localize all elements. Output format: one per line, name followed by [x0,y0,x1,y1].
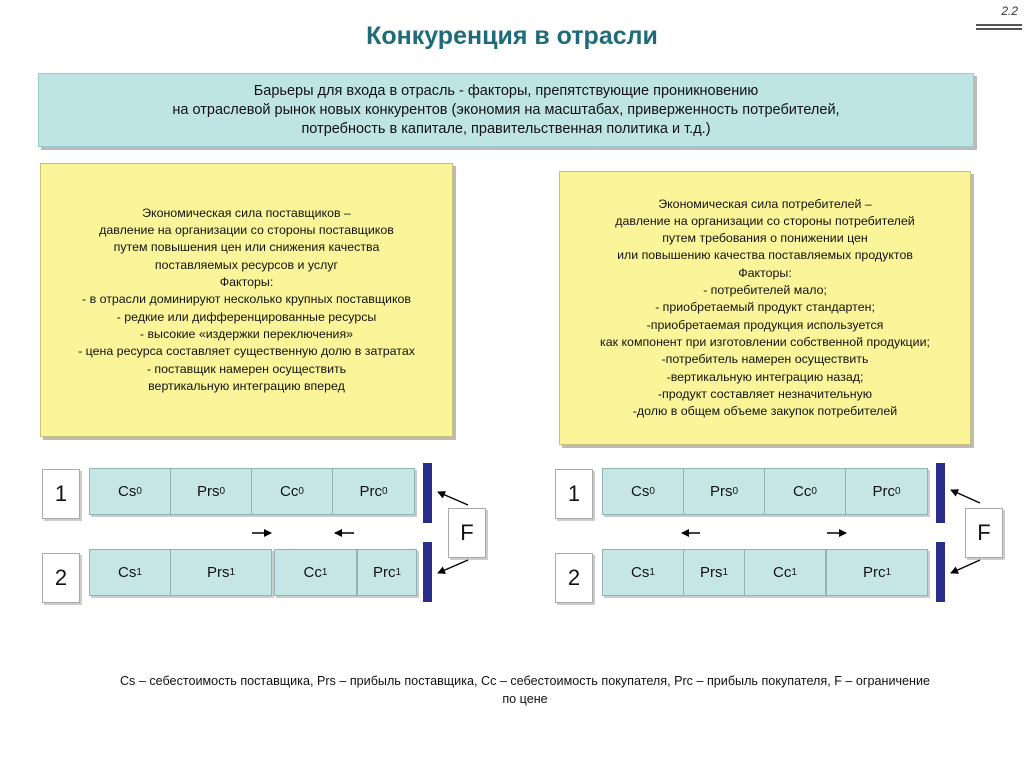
buyer-power-line: -приобретаемая продукция используется [646,317,884,332]
segment-cs0: Cs 0 [89,468,171,515]
segment-prs1: Prs 1 [170,549,272,596]
buyer-power-line: - потребителей мало; [703,283,827,298]
buyer-power-line: -продукт составляет незначительную [657,386,873,401]
footnote-line: по цене [502,692,548,706]
price-limit-label: F [965,508,1003,558]
slide-title: Конкуренция в отрасли [366,22,658,50]
segment-cc1: Cc 1 [274,549,357,596]
segment-cs1: Cs 1 [602,549,684,596]
barriers-line: Барьеры для входа в отрасль - факторы, препятствующие проникновению [253,82,759,99]
segment-prs1: Prs 1 [683,549,745,596]
limit-arrow [951,560,980,573]
supplier-power-line: - высокие «издержки переключения» [139,326,354,341]
barriers-line: потребность в капитале, правительственная политика и т.д.) [301,120,711,137]
row-2-label: 2 [42,553,80,603]
footnote-line: Cs – себестоимость поставщика, Prs – прибыль поставщика, Cc – себестоимость покупателя, Prc – прибыль покупателя, F – ограничение [119,674,931,688]
row-1-label: 1 [555,469,593,519]
supplier-power-line: - поставщик намерен осуществить [146,361,347,376]
segment-prc0: Prc 0 [332,468,415,515]
buyer-power-line: Факторы: [738,265,792,280]
limit-arrow [438,560,468,573]
supplier-power-line: давление на организации со стороны поставщиков [99,223,394,238]
slide-number: 2.2 [1001,4,1018,18]
segment-prc1: Prc 1 [826,549,928,596]
segment-cc1: Cc 1 [744,549,826,596]
segment-prs0: Prs 0 [170,468,252,515]
legend-footnote [60,672,990,708]
supplier-power-line: вертикальную интеграцию вперед [148,378,345,393]
buyer-power-line: -долю в общем объеме закупок потребителей [632,404,898,419]
supplier-power-line: Факторы: [219,275,274,290]
segment-cc0: Cc 0 [764,468,846,515]
supplier-power-line: Экономическая сила поставщиков – [142,205,351,220]
buyer-power-line: -вертикальную интеграцию назад; [666,369,864,384]
segment-cc0: Cc 0 [251,468,333,515]
buyer-power-line: -потребитель намерен осуществить [661,352,869,367]
segment-prs0: Prs 0 [683,468,765,515]
buyer-power-line: путем требования о понижении цен [662,231,868,246]
price-limit-label: F [448,508,486,558]
buyer-power-line: - приобретаемый продукт стандартен; [655,300,875,315]
segment-prc1: Prc 1 [357,549,417,596]
limit-arrow [438,492,468,505]
supplier-power-line: - в отрасли доминируют несколько крупных поставщиков [82,292,411,307]
supplier-power-line: - редкие или дифференцированные ресурсы [116,309,377,324]
segment-cs0: Cs 0 [602,468,684,515]
row-1-label: 1 [42,469,80,519]
row-2-label: 2 [555,553,593,603]
segment-prc0: Prc 0 [845,468,928,515]
buyer-power-line: Экономическая сила потребителей – [658,196,872,211]
supplier-power-line: поставляемых ресурсов и услуг [154,257,339,272]
supplier-power-line: - цена ресурса составляет существенную долю в затратах [78,344,415,359]
limit-arrow [951,490,980,503]
barriers-line: на отраслевой рынок новых конкурентов (экономия на масштабах, приверженность потребителей, [172,101,840,118]
segment-cs1: Cs 1 [89,549,171,596]
supplier-power-line: путем повышения цен или снижения качества [113,240,380,255]
buyer-power-line: давление на организации со стороны потребителей [615,213,915,228]
buyer-power-line: или повышению качества поставляемых продуктов [617,248,913,263]
buyer-power-line: как компонент при изготовлении собственной продукции; [600,334,930,349]
